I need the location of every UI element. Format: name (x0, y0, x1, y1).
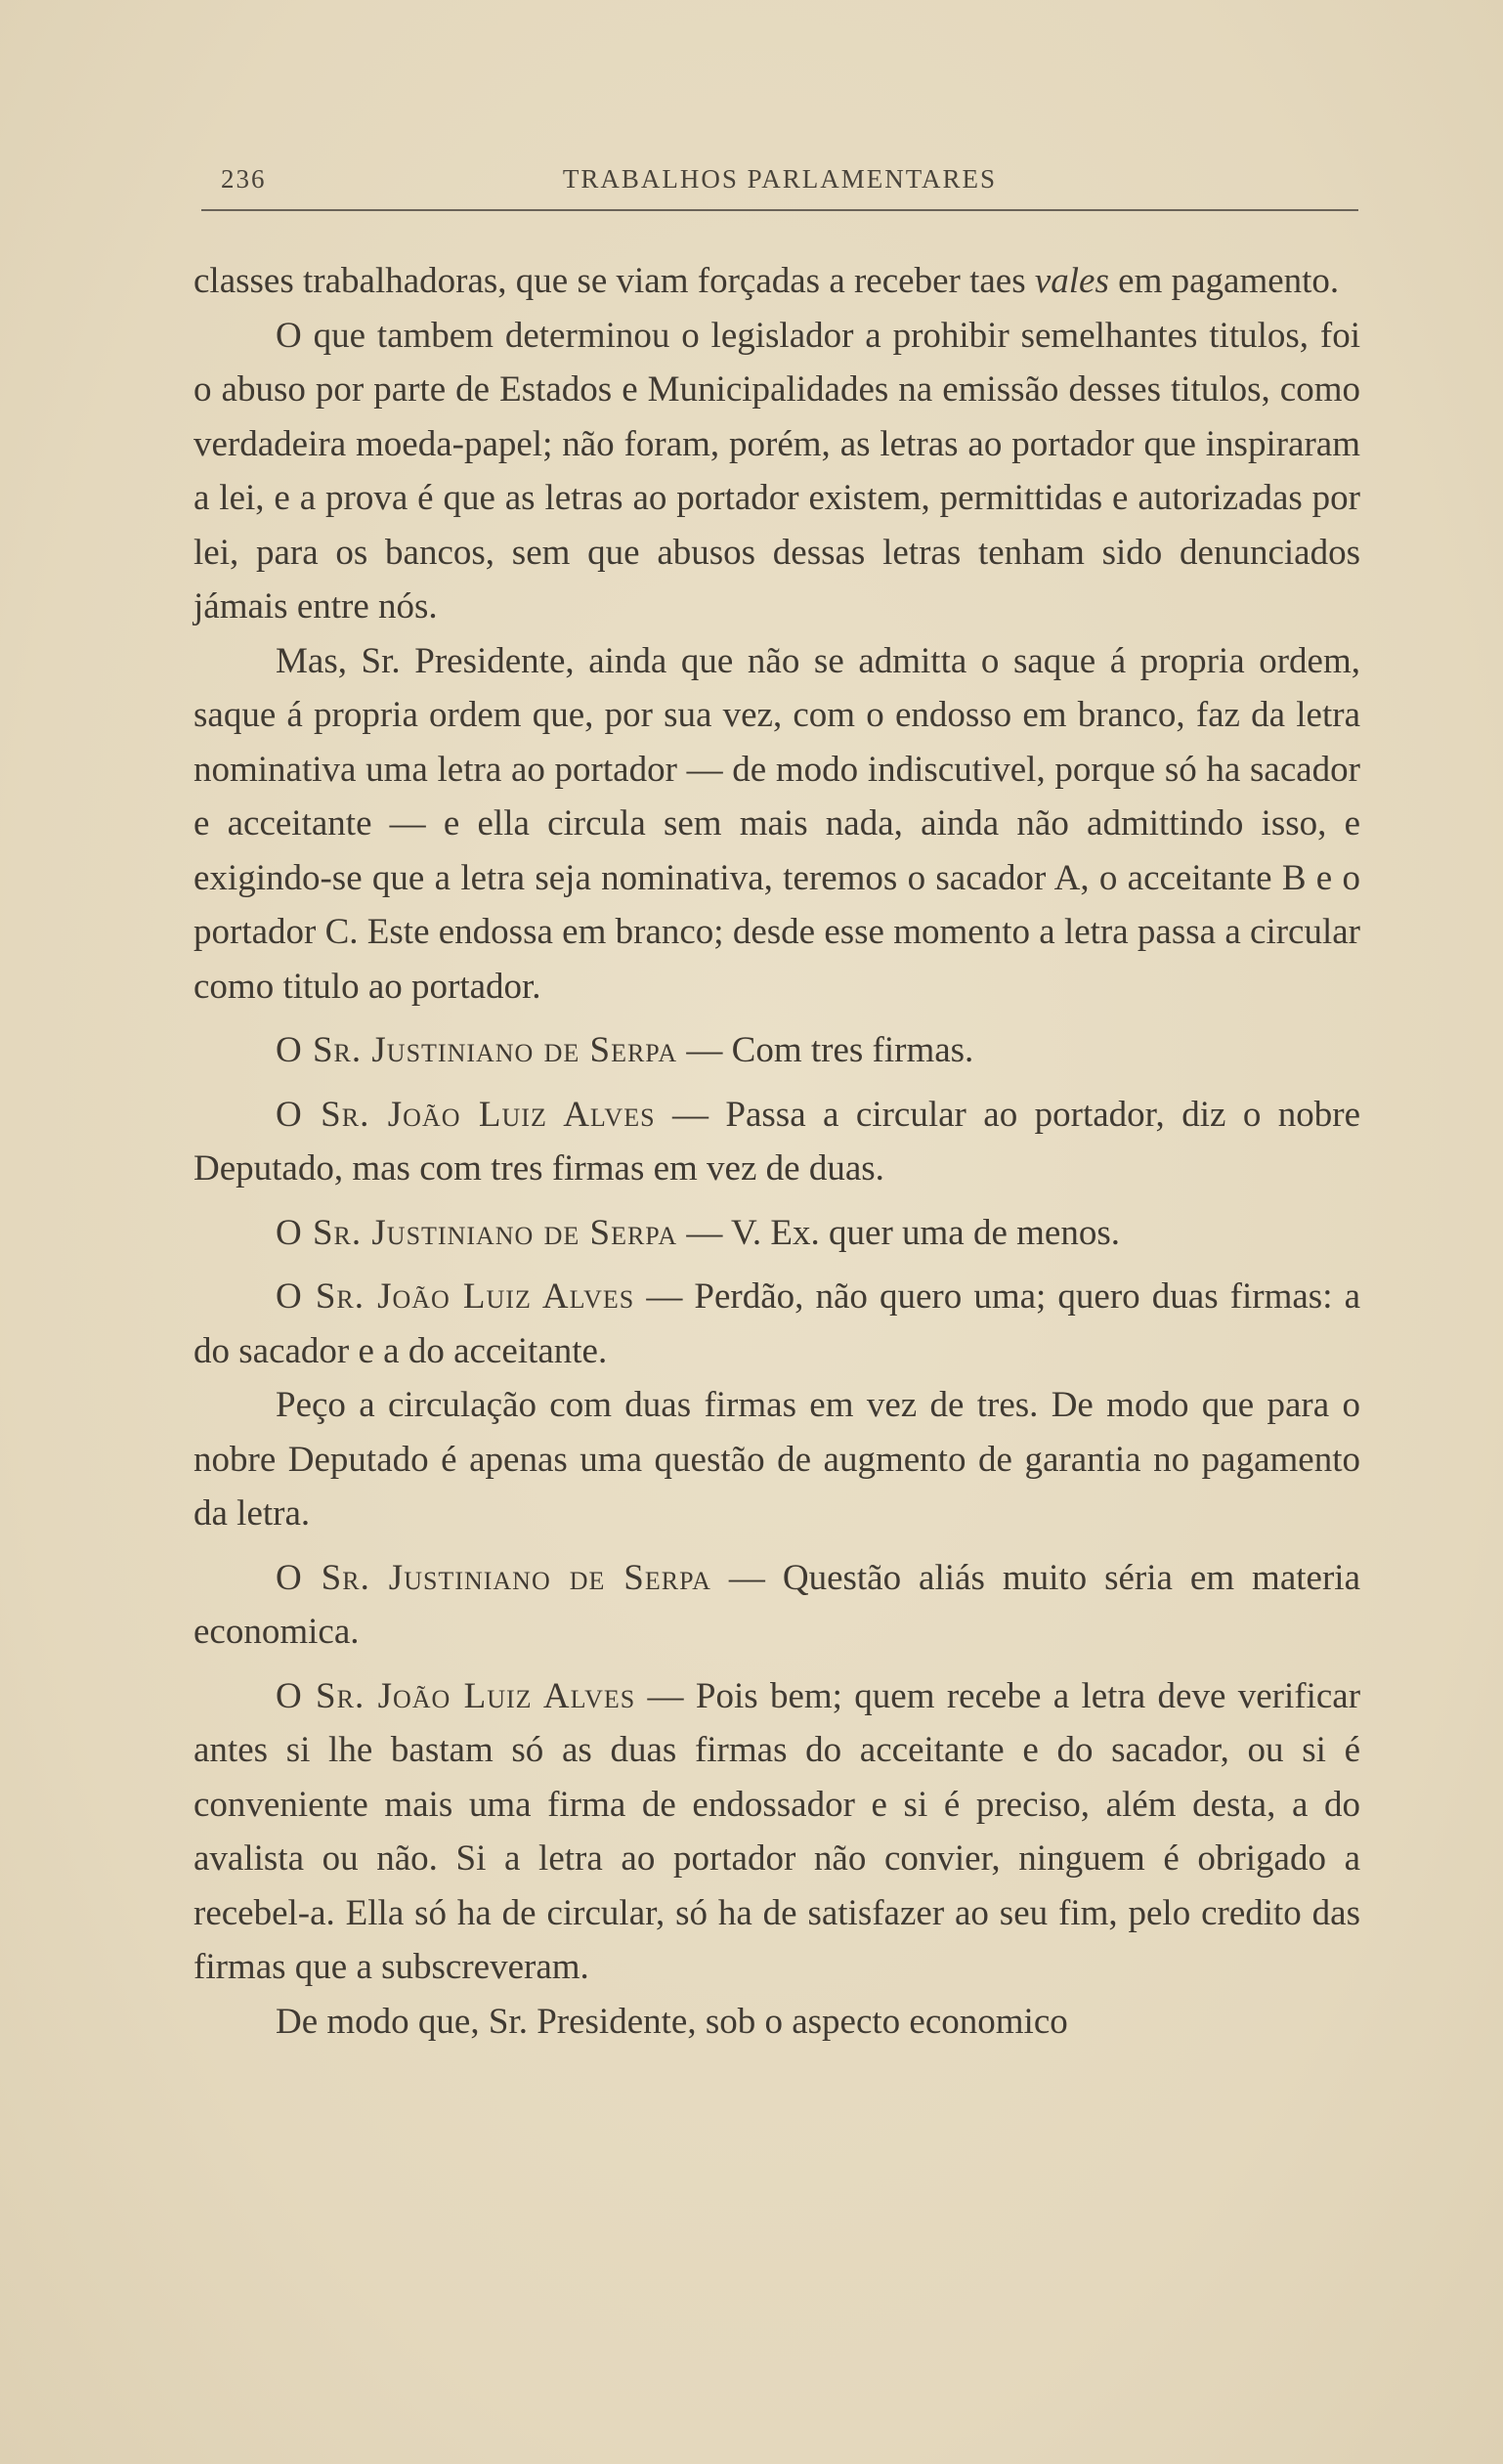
speech-paragraph (193, 1088, 1360, 1196)
paragraph: O que tambem determinou o legislador a prohibir semelhantes titulos, foi o abuso por parte de Estados e Municipalidades na emissão desses titulos, como verdadeira moeda-papel; não foram, porém, as letras ao portador que inspiraram a lei, e a prova é que as letras ao portador existem, permittidas e autorizadas por lei, para os bancos, sem que abusos dessas letras tenham sido denunciados jámais entre nós. (193, 315, 1360, 627)
speech-text: — V. Ex. quer uma de menos. (677, 1212, 1120, 1253)
speaker-name: O Sr. João Luiz Alves (276, 1094, 656, 1135)
paragraph: Peço a circulação com duas firmas em vez de tres. De modo que para o nobre Deputado é apenas uma questão de augmento de garantia no pagamento da letra. (193, 1385, 1360, 1534)
speaker-name: O Sr. Justiniano de Serpa (276, 1557, 711, 1598)
paragraph: De modo que, Sr. Presidente, sob o aspecto economico (276, 2001, 1068, 2042)
speech-text: — Passa a circular ao portador, diz o nobre Deputado, mas com tres firmas em vez de duas. (193, 1094, 1361, 1189)
page-header (201, 164, 1358, 199)
speech-paragraph (193, 1551, 1360, 1660)
speech-text: — Perdão, não quero uma; quero duas firmas: a do sacador e a do acceitante. (193, 1276, 1361, 1371)
speaker-name: O Sr. João Luiz Alves (276, 1675, 636, 1716)
italic-term: vales (1034, 261, 1109, 301)
speech-paragraph (193, 1270, 1360, 1378)
speech-text: — Com tres firmas. (677, 1030, 974, 1070)
speaker-name: O Sr. João Luiz Alves (276, 1276, 635, 1317)
paragraph-continuation (193, 254, 1360, 309)
speech-paragraph (193, 1669, 1360, 1995)
page-number: 236 (221, 164, 267, 194)
paragraph-text: classes trabalhadoras, que se viam forçadas a receber taes (193, 261, 1035, 301)
running-title: TRABALHOS PARLAMENTARES (562, 164, 998, 194)
speaker-name: O Sr. Justiniano de Serpa (276, 1212, 678, 1253)
speech-text: — Pois bem; quem recebe a letra deve verificar antes si lhe bastam só as duas firmas do acceitante e do sacador, ou si é conveniente mais uma firma de endossador e si é preciso, além desta, a do avalista ou não. Si a letra ao portador não convier, ninguem é obrigado a recebel-a. Ella só ha de circular, só ha de satisfazer ao seu fim, pelo credito das firmas que a subscreveram. (193, 1675, 1361, 1987)
speech-paragraph (193, 1023, 1360, 1078)
speech-paragraph (193, 1206, 1360, 1261)
speech-text: — Questão aliás muito séria em materia economica. (193, 1557, 1360, 1652)
paragraph: Mas, Sr. Presidente, ainda que não se admitta o saque á propria ordem, saque á propria ordem que, por sua vez, com o endosso em branco, faz da letra nominativa uma letra ao portador — de modo indiscutivel, porque só ha sacador e acceitante — e ella circula sem mais nada, ainda não admittindo isso, e exigindo-se que a letra seja nominativa, teremos o sacador A, o acceitante B e o portador C. Este endossa em branco; desde esse momento a letra passa a circular como titulo ao portador. (193, 640, 1360, 1007)
speaker-name: O Sr. Justiniano de Serpa (276, 1030, 678, 1070)
body-text (193, 254, 1360, 2049)
paragraph-text: em pagamento. (1108, 261, 1340, 301)
header-rule (201, 209, 1358, 211)
